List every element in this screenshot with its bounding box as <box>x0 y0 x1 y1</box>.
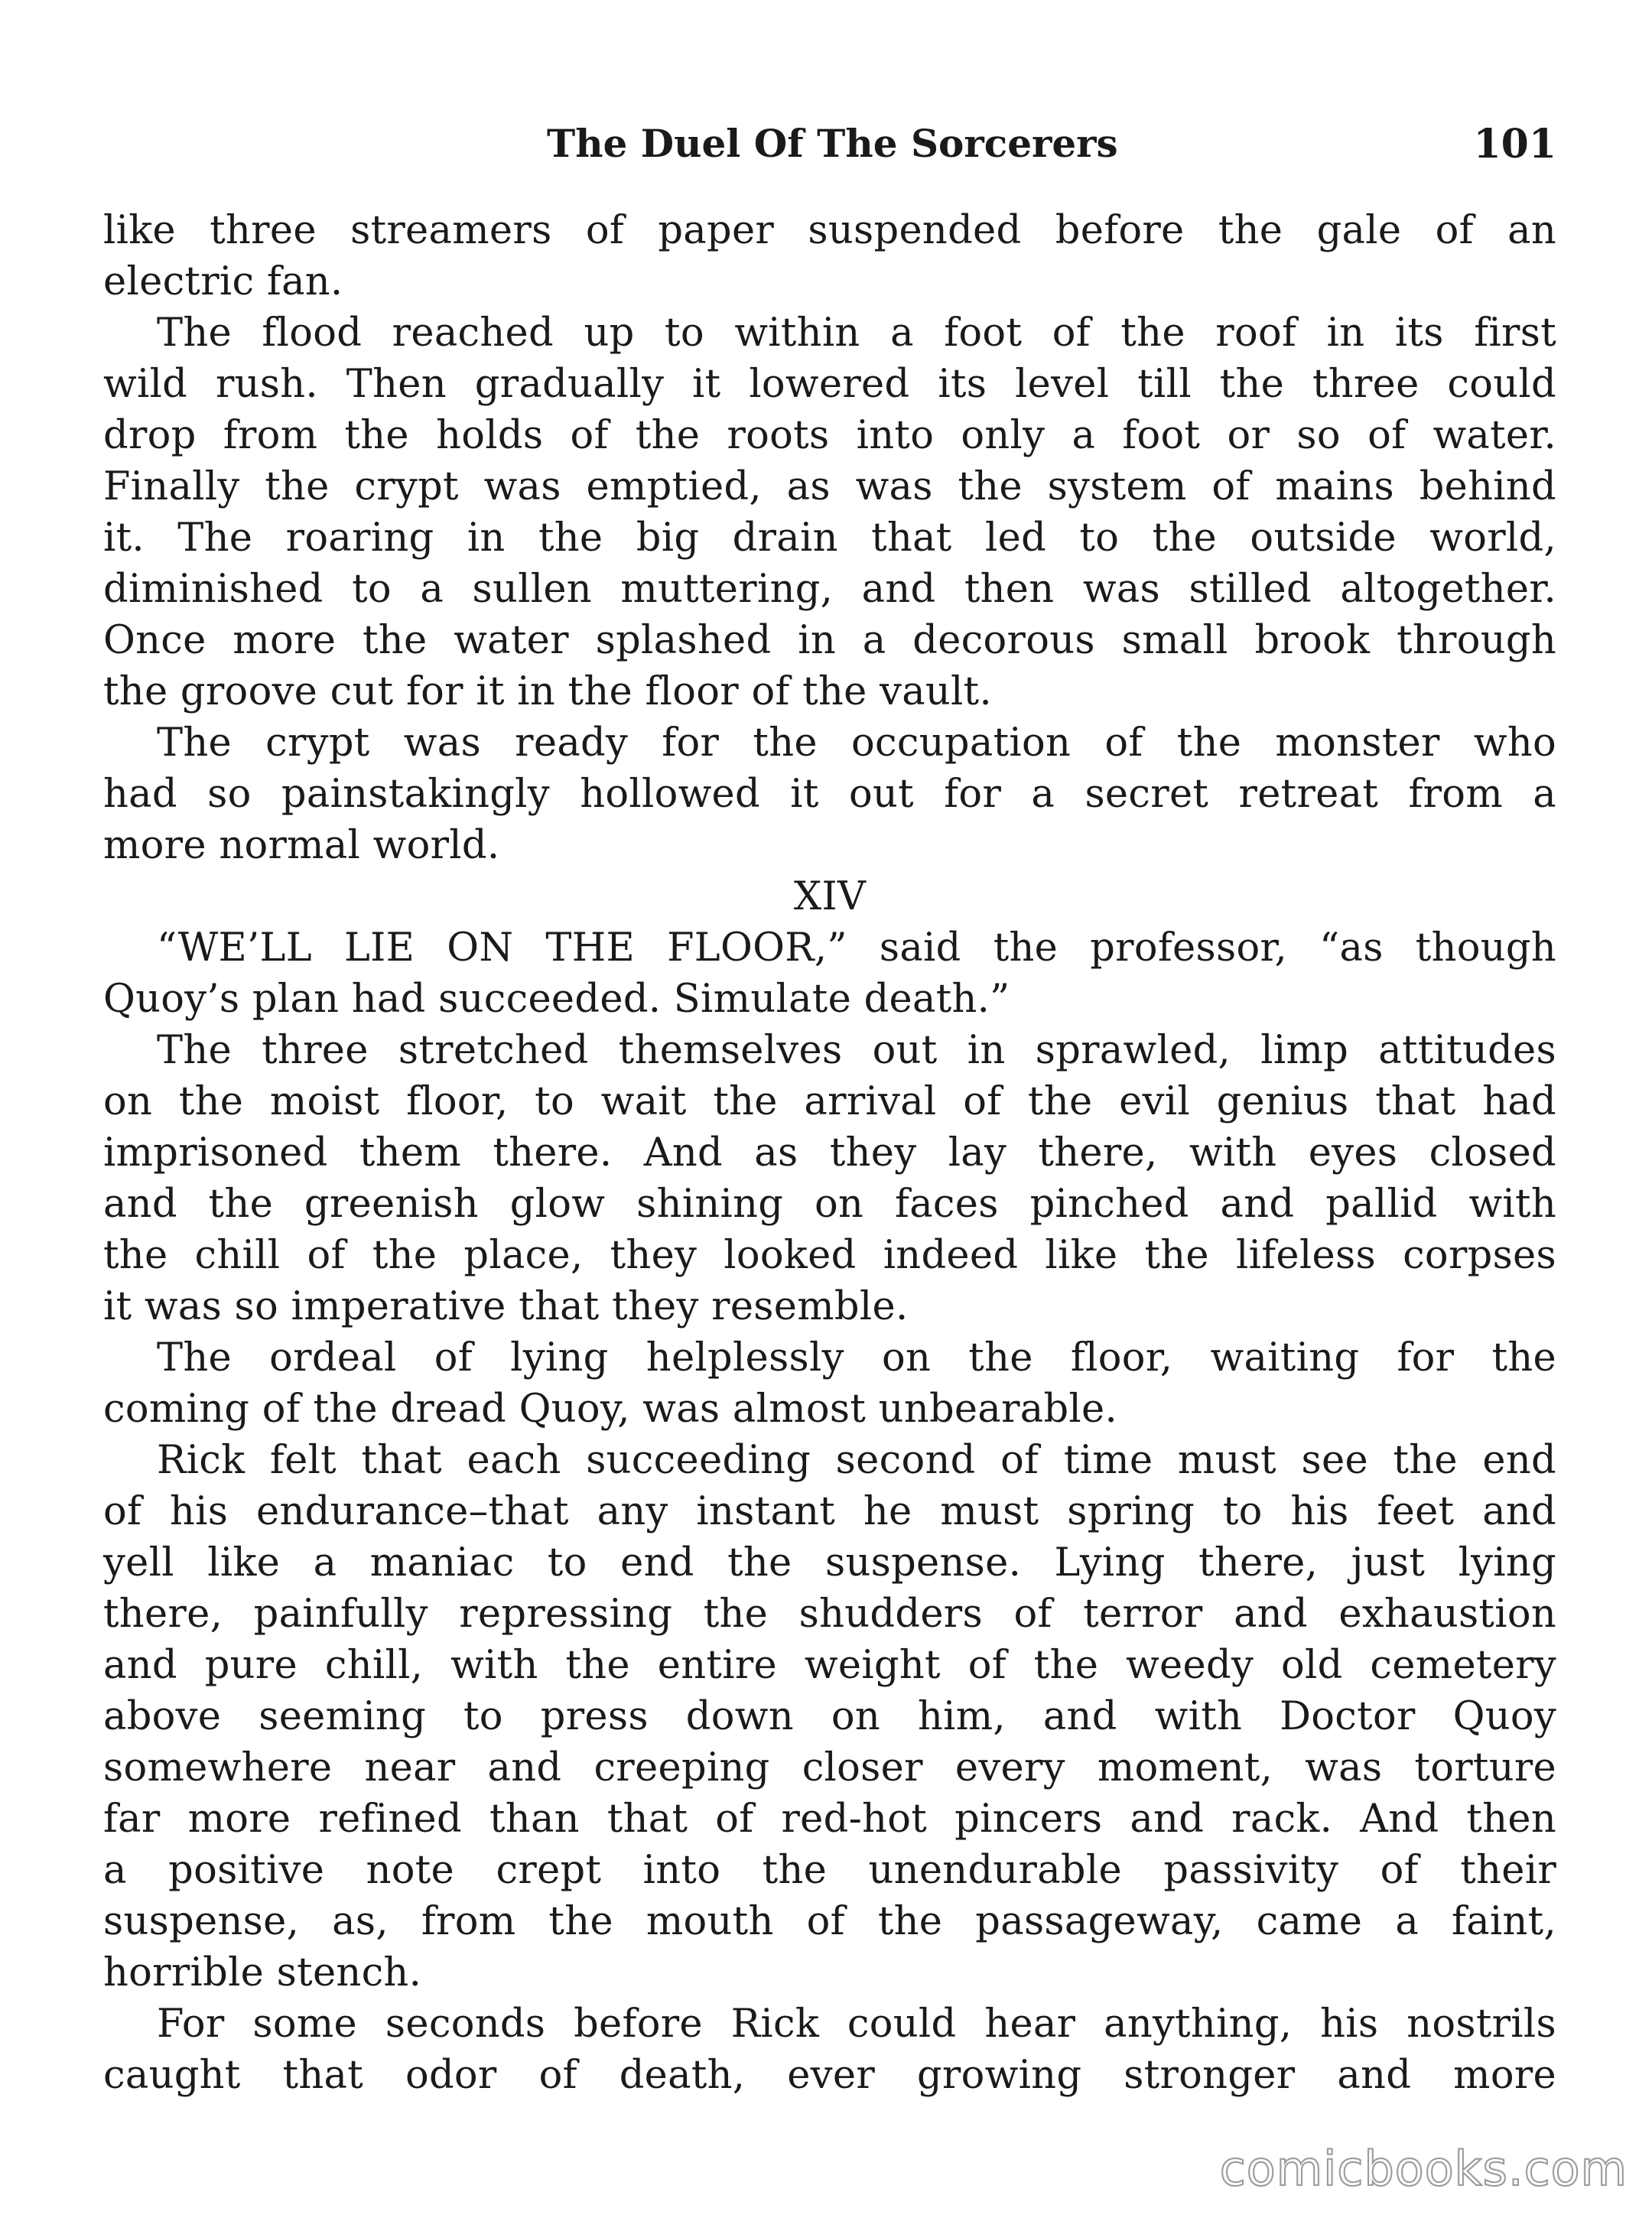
text-line: above seeming to press down on him, and with Doctor Quoy <box>103 1694 1556 1739</box>
text-line: The flood reached up to within a foot of the roof in its first <box>157 311 1556 356</box>
watermark-logo: comicbooks.com <box>1219 2141 1628 2197</box>
chapter-heading: XIV <box>793 874 867 919</box>
text-line: on the moist floor, to wait the arrival of the evil genius that had <box>103 1079 1556 1124</box>
page-number: 101 <box>1473 121 1556 167</box>
text-line: For some seconds before Rick could hear anything, his nostrils <box>157 2002 1556 2047</box>
text-line: it. The roaring in the big drain that led to the outside world, <box>103 515 1556 561</box>
text-line: it was so imperative that they resemble. <box>103 1284 909 1329</box>
text-line: The ordeal of lying helplessly on the floor, waiting for the <box>157 1335 1556 1381</box>
text-line: yell like a maniac to end the suspense. Lying there, just lying <box>103 1540 1556 1585</box>
text-line: wild rush. Then gradually it lowered its level till the three could <box>103 362 1556 407</box>
text-line: the chill of the place, they looked indeed like the lifeless corpses <box>103 1233 1556 1278</box>
text-line: there, painfully repressing the shudders of terror and exhaustion <box>103 1592 1556 1637</box>
running-title: The Duel Of The Sorcerers <box>547 121 1118 166</box>
text-line: Rick felt that each succeeding second of time must see the end <box>157 1438 1556 1483</box>
text-line: horrible stench. <box>103 1950 422 1995</box>
text-line: and pure chill, with the entire weight of the weedy old cemetery <box>103 1643 1556 1688</box>
text-line: somewhere near and creeping closer every moment, was torture <box>103 1745 1556 1790</box>
text-line: imprisoned them there. And as they lay there, with eyes closed <box>103 1130 1556 1176</box>
text-line: drop from the holds of the roots into only a foot or so of water. <box>103 413 1556 458</box>
text-line: “WE’LL LIE ON THE FLOOR,” said the professor, “as though <box>157 925 1556 971</box>
text-line: electric fan. <box>103 259 343 304</box>
text-line: Once more the water splashed in a decorous small brook through <box>103 618 1556 663</box>
text-line: The three stretched themselves out in sprawled, limp attitudes <box>157 1028 1556 1073</box>
text-line: of his endurance–that any instant he must spring to his feet and <box>103 1489 1556 1534</box>
text-line: suspense, as, from the mouth of the passageway, came a faint, <box>103 1899 1556 1944</box>
text-line: far more refined than that of red-hot pincers and rack. And then <box>103 1797 1556 1842</box>
text-line: Quoy’s plan had succeeded. Simulate death.” <box>103 977 1010 1022</box>
text-line: coming of the dread Quoy, was almost unbearable. <box>103 1387 1118 1432</box>
text-line: like three streamers of paper suspended before the gale of an <box>103 208 1556 253</box>
running-head <box>103 121 1556 182</box>
text-line: and the greenish glow shining on faces pinched and pallid with <box>103 1182 1556 1227</box>
text-line: a positive note crept into the unendurable passivity of their <box>103 1848 1556 1893</box>
text-line: had so painstakingly hollowed it out for a secret retreat from a <box>103 772 1556 817</box>
text-line: caught that odor of death, ever growing stronger and more <box>103 2053 1556 2098</box>
text-line: The crypt was ready for the occupation of the monster who <box>157 720 1556 766</box>
text-line: diminished to a sullen muttering, and then was stilled altogether. <box>103 567 1556 612</box>
text-line: the groove cut for it in the floor of the vault. <box>103 669 992 714</box>
text-line: Finally the crypt was emptied, as was the system of mains behind <box>103 464 1556 509</box>
text-line: more normal world. <box>103 823 500 868</box>
body-text <box>103 205 1556 2101</box>
